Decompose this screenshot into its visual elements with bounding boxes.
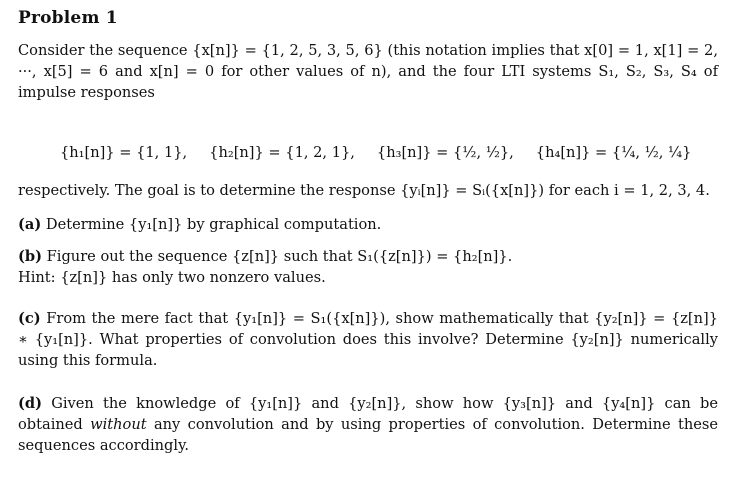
part-d-text-pre: Given the knowledge of {y₁[n]} and {y₂[n]}, show how {y₃[n]} and {y₄[n]} can be obtained (18, 395, 718, 433)
part-b-hint: Hint: {z[n]} has only two nonzero values. (18, 269, 326, 286)
goal-paragraph: respectively. The goal is to determine the response {yᵢ[n]} = Sᵢ({x[n]}) for each i = 1, 2, 3, 4. (18, 182, 710, 199)
intro-paragraph: Consider the sequence {x[n]} = {1, 2, 5, 3, 5, 6} (this notation implies that x[0] = 1, x[1] = 2, ···, x[5] = 6 and x[n] = 0 for other values of n), and the four LTI systems S₁, S₂, S₃, S₄ of impulse responses (18, 42, 718, 101)
part-b (18, 246, 718, 288)
part-d-text-post: any convolution and by using properties of convolution. Determine these sequences accordingly. (18, 416, 719, 454)
part-a-text: Determine {y₁[n]} by graphical computation. (45, 216, 382, 233)
part-c (18, 308, 718, 371)
impulse-response-h2: {h₂[n]} = {1, 2, 1}, (209, 144, 355, 161)
part-b-label: (b) (18, 248, 43, 265)
impulse-response-h1: {h₁[n]} = {1, 1}, (60, 144, 188, 161)
impulse-responses-line (60, 144, 700, 161)
part-a (18, 214, 718, 235)
part-d (18, 393, 718, 456)
part-b-text: Figure out the sequence {z[n]} such that S₁({z[n]}) = {h₂[n]}. (46, 248, 513, 265)
impulse-response-h4: {h₄[n]} = {¼, ½, ¼} (535, 144, 692, 161)
part-c-text: From the mere fact that {y₁[n]} = S₁({x[n]}), show mathematically that {y₂[n]} = {z[n]} ∗ {y₁[n]}. What properties of convolution does this involve? Determine {y₂[n]} numerically using this formula. (18, 310, 719, 369)
problem-title: Problem 1 (18, 8, 118, 28)
part-a-label: (a) (18, 216, 42, 233)
part-c-label: (c) (18, 310, 41, 327)
impulse-response-h3: {h₃[n]} = {½, ½}, (376, 144, 514, 161)
part-d-label: (d) (18, 395, 43, 412)
part-d-text-italic: without (90, 416, 147, 433)
